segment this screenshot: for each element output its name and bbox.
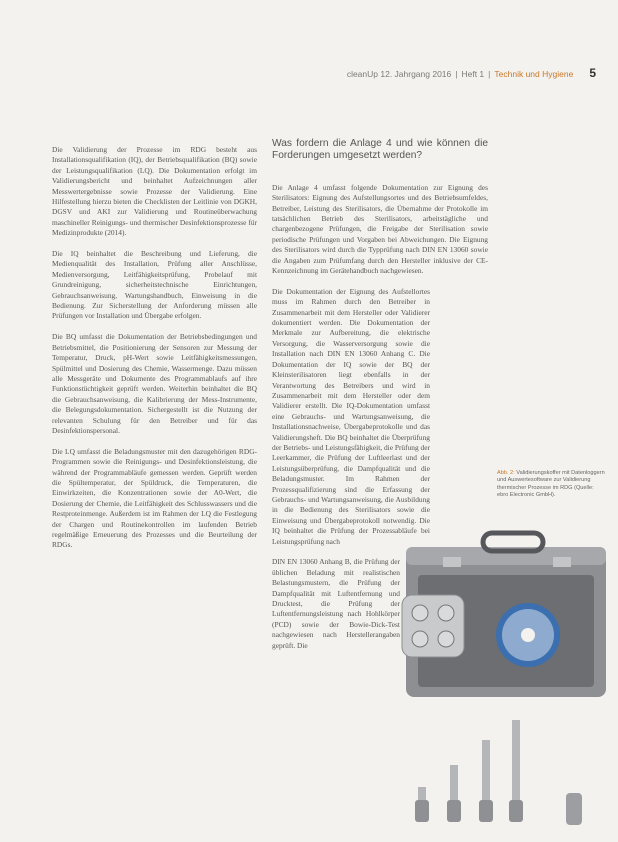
logger-icon [412, 631, 428, 647]
paragraph: Die Validierung der Prozesse im RDG besteht aus Installationsqualifikation (IQ), der Betriebsqualifikation (BQ) sowie der Leistungsqualifikation (LQ). Die Dokumentation erfolgt im Validierungsbericht und beinhaltet Aufzeichnungen aller Messwertergebnisse sowie Prozesse der Validierung. Eine Hilfestellung hierzu bieten die Checklisten der Leitlinie von DGKH, DGSV und AKI zur Validierung und Routineüberwachung maschineller Reinigungs- und thermischer Desinfektionsprozesse für Medizinprodukte (2014). [52, 145, 257, 238]
header-separator: | [455, 69, 458, 79]
probe [512, 720, 520, 810]
journal-info: cleanUp 12. Jahrgang 2016 [346, 69, 452, 79]
case-latch [443, 557, 461, 567]
paragraph: Die Dokumentation der Eignung des Aufstellortes muss im Rahmen durch den Betreiber in Zusammenarbeit mit dem Hersteller oder Validierer dokumentiert werden. Die Dokumentation der Merkmale zur Aufbereitung, die elektrische Versorgung, die Wasserversorgung sowie die Installation nach DIN EN 13060 Anhang C. Die Dokumentation der IQ sowie der BQ der Kleinsterilisatoren liegt ebenfalls in der Verantwortung des Betreibers und wird in Zusammenarbeit mit dem Hersteller oder dem Validierer erstellt. Die IQ-Dokumentation umfasst eine Gebrauchs- und Wartungsanweisung, die Installationsnachweise, Übergabeprotokolle und das Validierungsheft. Die BQ beinhaltet die Überprüfung der Betriebs- und Leistungsfähigkeit, die Prüfung der Leerkammer, die Prüfung der Luftleerlast und der Leistungsüberprüfung, die Dampfqualität und die Beladungsmuster. Im Rahmen der Prozessqualifizierung sind die Erfassung der Gebrauchs- und Wartungsanweisung, die Ausbildung in die Bedienung des Sterilisators sowie die Einweisung und Übergabeprotokoll notwendig. Die IQ beinhaltet die Prüfung der Prozessabläufe bei Leistungsprüfung nach [272, 286, 430, 546]
logger-panel [402, 595, 464, 657]
issue-info: Heft 1 [461, 69, 485, 79]
header-separator: | [488, 69, 491, 79]
section-name: Technik und Hygiene [494, 69, 574, 79]
paragraph: Die Anlage 4 umfasst folgende Dokumentation zur Eignung des Sterilisators: Eignung des Aufstellungsortes und des Betriebsumfeldes, Betreiber, Leistung des Sterilisators, die Übernahme der Protokolle im tatsächlichen Betrieb des Sterilisators, arbeitstägliche und chargenbezogene Prüfungen, die Freigabe der Sterilisation sowie periodische Prüfungen und Vorgaben bei Abweichungen. Die Eignung des Sterilisators wird durch die Typprüfung nach DIN EN 13060 sowie die Angaben zum Prüfumfang durch den Hersteller inklusive der CE-Kennzeichnung im Gerätehandbuch nachgewiesen. [272, 182, 488, 276]
paragraph-narrow: DIN EN 13060 Anhang B, die Prüfung der üblichen Beladung mit realistischen Belastungsmustern, die Prüfung der Dampfqualität mit Luftentfernung und Drucktest, die Prüfung der Luftentfernungsleistung nach Hohlkörper (PCD) sowie der Bowie-Dick-Test nachgewiesen nach Herstellerangaben geprüft. Die [272, 557, 400, 650]
paragraph: Die LQ umfasst die Beladungsmuster mit den dazugehörigen RDG-Programmen sowie die Reinigungs- und Desinfektionsleistung, die während der Programmabläufe gemessen werden. Geprüft werden die Spültemperatur, der Spüldruck, die Temperaturen, die Einwirkzeiten, die Konzentrationen sowie der A0-Wert, die Dosierung der Chemie, die Leitfähigkeit des Schlusswassers und die Restproteinmenge. Außerdem ist im Rahmen der LQ die Festlegung der Chargen und Routinekontrollen im laufenden Betrieb regelmäßige Erneuerung des Prozesses und die Beurteilung der RDGs. [52, 446, 257, 550]
paragraph: Die BQ umfasst die Dokumentation der Betriebsbedingungen und Betriebsmittel, die Positionierung der Sensoren zur Messung der Temperatur, Druck, pH-Wert sowie Leitfähigkeitsmessungen, Spülmittel und Dosierung des Chemie, Wassermenge. Dazu müssen alle Messgeräte und Dokumente des Programmablaufs auf ihre Funktionstüchtigkeit geprüft werden. Weiterhin beinhaltet die BQ die Gebrauchsanweisung, die Kalibrierung der Mess-Instrumente, die Belegungsdokumentation. Sichergestellt ist die Nutzung der relevanten Schulung für den Betreiber und für das Desinfektionspersonal. [52, 332, 257, 435]
caption-label: Abb. 2: [497, 470, 515, 476]
paragraph: Die IQ beinhaltet die Beschreibung und Lieferung, die Medienqualität des Installation, Prüfung aller Anschlüsse, Medienversorgung, Leitfähigkeitsprüfung, Probelauf mit Grundreinigung, sicherheitstechnische Einrichtungen, Gebrauchsanweisung, Wartungshandbuch, Einweisung in die Bedienung. Zur Sicherstellung der Anforderung müssen alle Prüfungen vor Installation und Übergabe erfolgen. [52, 249, 257, 321]
logger-icon [438, 605, 454, 621]
probe-sensor [566, 793, 582, 825]
caption-text: Validierungskoffer mit Datenloggern und Auswertesoftware zur Validierung thermischer Prozesse im RDG (Quelle: ebro Electronic GmbH). [497, 470, 605, 499]
section-heading: Was fordern die Anlage 4 und wie können die Forderungen umgesetzt werden? [272, 138, 488, 162]
logger-icon [438, 631, 454, 647]
page-number: 5 [589, 66, 596, 80]
case-latch [553, 557, 571, 567]
validation-case-photo [378, 515, 618, 840]
running-header [347, 66, 596, 82]
logger-icon [412, 605, 428, 621]
figure-caption [497, 470, 605, 500]
probe [482, 740, 490, 810]
left-text-column [52, 145, 257, 561]
